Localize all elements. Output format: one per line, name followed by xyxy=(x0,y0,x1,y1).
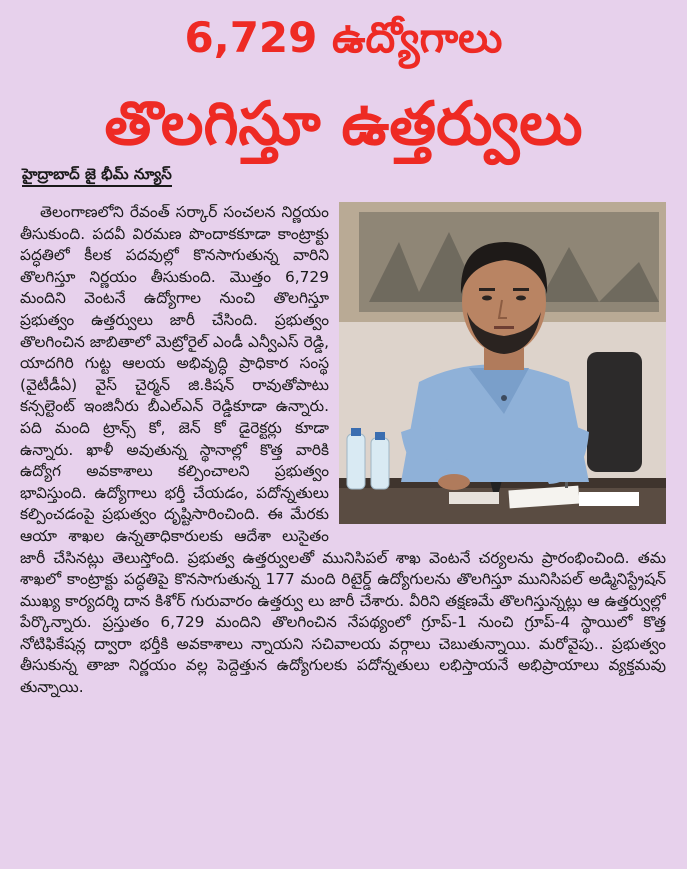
article-body xyxy=(20,202,666,862)
headline-line-1: 6,729 ఉద్యోగాలు xyxy=(184,13,503,62)
headline-line-2: తొలగిస్తూ ఉత్తర్వులు xyxy=(104,89,583,159)
byline: హైద్రాబాద్ జై భీమ్ న్యూస్ xyxy=(22,164,172,187)
news-photo xyxy=(339,202,666,524)
article-paragraph: తెలంగాణలోని రేవంత్ సర్కార్ సంచలన నిర్ణయం తీసుకుంది. పదవీ విరమణ పొందాకకూడా కాంట్రాక్టు పద్ధతిలో కీలక పదవుల్లో కొనసాగుతున్న వారిని తొలగిస్తూ నిర్ణయం తీసుకుంది. మొత్తం 6,729 మందిని వెంటనే ఉద్యోగాల నుంచి తొలగిస్తూ ప్రభుత్వం ఉత్తర్వులు జారీ చేసింది. ప్రభుత్వం తొలగించిన జాబితాలో మెట్రోరైల్ ఎండీ ఎన్వీఎస్ రెడ్డి, యాదగిరి గుట్ట ఆలయ అభివృద్ధి ప్రాధికార సంస్థ (వైటీడీఏ) వైస్ చైర్మన్ జి.కిషన్ రావుతోపాటు కన్సల్టెంట్ ఇంజినీరు బీఎల్ఎన్ రెడ్డికూడా ఉన్నారు. పది మంది ట్రాన్స్ కో, జెన్ కో డైరెక్టర్లు కూడా ఉన్నారు. ఖాళీ అవుతున్న స్థానాల్లో కొత్త వారికి ఉద్యోగ అవకాశాలు కల్పించాలని ప్రభుత్వం భావిస్తుంది. ఉద్యోగాలు భర్తీ చేయడం, పదోన్నతులు కల్పించడంపై ప్రభుత్వం దృష్టిసారించింది. ఈ మేరకు ఆయా శాఖల ఉన్నతాధికారులకు ఆదేశా లుసైతం జారీ చేసినట్లు తెలుస్తోంది. ప్రభుత్వ ఉత్తర్వులతో మునిసిపల్ శాఖ వెంటనే చర్యలను ప్రారంభించింది. తమ శాఖలో కాంట్రాక్టు పద్ధతిపై కొనసాగుతున్న 177 మంది రిటైర్డ్ ఉద్యోగులను తొలగిస్తూ మునిసిపల్ అడ్మినిస్ట్రేషన్ ముఖ్య కార్యదర్శి దాన కిశోర్ గురువారం ఉత్తర్వు లు జారీ చేశారు. వీరిని తక్షణమే తొలగిస్తున్నట్లు ఆ ఉత్తర్వుల్లో పేర్కొన్నారు. ప్రస్తుతం 6,729 మందిని తొలగించిన నేపథ్యంలో గ్రూప్-1 నుంచి గ్రూప్-4 స్థాయిలో కొత్త నోటిఫికేషన్ల ద్వారా భర్తీకి అవకాశాలు న్నాయని సచివాలయ వర్గాలు చెబుతున్నాయి. మరోవైపు.. ప్రభుత్వం తీసుకున్న తాజా నిర్ణయం వల్ల పెద్దెత్తున ఉద్యోగులకు పదోన్నతులు లభిస్తాయనే అభిప్రాయాలు వ్యక్తమవు తున్నాయి. xyxy=(20,203,666,697)
